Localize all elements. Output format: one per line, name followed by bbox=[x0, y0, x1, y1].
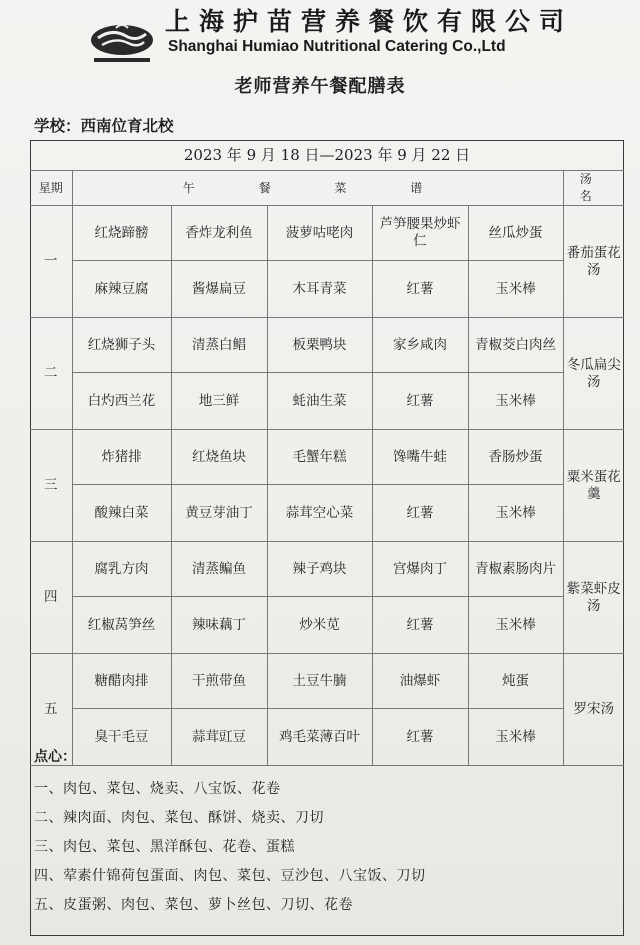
dish-cell: 清蒸鳊鱼 bbox=[171, 542, 267, 597]
table-row bbox=[30, 373, 624, 430]
list-item: 五、皮蛋粥、肉包、菜包、萝卜丝包、刀切、花卷 bbox=[34, 897, 353, 913]
dish-cell: 丝瓜炒蛋 bbox=[468, 206, 563, 261]
dish-cell: 木耳青菜 bbox=[267, 261, 372, 318]
dish-cell: 蒜茸豇豆 bbox=[171, 709, 267, 766]
dish-cell: 玉米棒 bbox=[468, 597, 563, 654]
dish-cell: 红烧蹄髈 bbox=[72, 206, 171, 261]
weekday-cell: 五 bbox=[30, 654, 72, 766]
dish-cell: 香炸龙利鱼 bbox=[171, 206, 267, 261]
document-title: 老师营养午餐配膳表 bbox=[234, 76, 406, 97]
column-header-soup: 汤 名 bbox=[563, 171, 624, 206]
weekday-cell: 四 bbox=[30, 542, 72, 654]
company-name-english: Shanghai Humiao Nutritional Catering Co.,Ltd bbox=[168, 38, 506, 55]
list-item: 三、肉包、菜包、黑洋酥包、花卷、蛋糕 bbox=[34, 839, 295, 855]
lunch-menu-table bbox=[30, 140, 624, 766]
dish-cell: 清蒸白鲳 bbox=[171, 318, 267, 373]
table-header-row bbox=[30, 171, 624, 206]
table-row bbox=[30, 485, 624, 542]
column-header-day: 星期 bbox=[30, 171, 72, 206]
dish-cell: 宫爆肉丁 bbox=[372, 542, 468, 597]
dish-cell: 馋嘴牛蛙 bbox=[372, 430, 468, 485]
soup-cell: 番茄蛋花汤 bbox=[563, 206, 624, 318]
column-header-menu: 午 餐 菜 谱 bbox=[72, 171, 563, 206]
dish-cell: 玉米棒 bbox=[468, 709, 563, 766]
dish-cell: 红薯 bbox=[372, 485, 468, 542]
snacks-section bbox=[34, 746, 620, 920]
dish-cell: 菠萝咕咾肉 bbox=[267, 206, 372, 261]
dish-cell: 腐乳方肉 bbox=[72, 542, 171, 597]
dish-cell: 蒜茸空心菜 bbox=[267, 485, 372, 542]
dish-cell: 酸辣白菜 bbox=[72, 485, 171, 542]
dish-cell: 毛蟹年糕 bbox=[267, 430, 372, 485]
soup-cell: 冬瓜扁尖汤 bbox=[563, 318, 624, 430]
dish-cell: 红薯 bbox=[372, 261, 468, 318]
dish-cell: 油爆虾 bbox=[372, 654, 468, 709]
dish-cell: 干煎带鱼 bbox=[171, 654, 267, 709]
dish-cell: 玉米棒 bbox=[468, 485, 563, 542]
dish-cell: 辣味藕丁 bbox=[171, 597, 267, 654]
list-item: 四、荤素什锦荷包蛋面、肉包、菜包、豆沙包、八宝饭、刀切 bbox=[34, 868, 426, 884]
dish-cell: 玉米棒 bbox=[468, 373, 563, 430]
weekday-cell: 三 bbox=[30, 430, 72, 542]
dish-cell: 臭干毛豆 bbox=[72, 709, 171, 766]
weekday-cell: 一 bbox=[30, 206, 72, 318]
school-name: 学校：西南位育北校 bbox=[34, 117, 174, 135]
table-row bbox=[30, 206, 624, 261]
dish-cell: 玉米棒 bbox=[468, 261, 563, 318]
dish-cell: 青椒茭白肉丝 bbox=[468, 318, 563, 373]
snacks-list bbox=[34, 775, 620, 920]
table-row bbox=[30, 430, 624, 485]
dish-cell: 青椒素肠肉片 bbox=[468, 542, 563, 597]
table-row bbox=[30, 261, 624, 318]
dish-cell: 糖醋肉排 bbox=[72, 654, 171, 709]
dish-cell: 黄豆芽油丁 bbox=[171, 485, 267, 542]
snacks-title: 点心： bbox=[34, 749, 76, 765]
soup-cell: 紫菜虾皮汤 bbox=[563, 542, 624, 654]
weekday-cell: 二 bbox=[30, 318, 72, 430]
dish-cell: 红烧鱼块 bbox=[171, 430, 267, 485]
company-name-chinese: 上海护苗营养餐饮有限公司 bbox=[165, 7, 574, 36]
date-range: 2023 年 9 月 18 日—2023 年 9 月 22 日 bbox=[30, 140, 624, 171]
table-row bbox=[30, 654, 624, 709]
dish-cell: 红薯 bbox=[372, 373, 468, 430]
soup-cell: 粟米蛋花羹 bbox=[563, 430, 624, 542]
dish-cell: 炸猪排 bbox=[72, 430, 171, 485]
dish-cell: 香肠炒蛋 bbox=[468, 430, 563, 485]
soup-cell: 罗宋汤 bbox=[563, 654, 624, 766]
dish-cell: 土豆牛腩 bbox=[267, 654, 372, 709]
list-item: 二、辣肉面、肉包、菜包、酥饼、烧卖、刀切 bbox=[34, 810, 324, 826]
table-row bbox=[30, 542, 624, 597]
dish-cell: 红椒莴笋丝 bbox=[72, 597, 171, 654]
dish-cell: 红薯 bbox=[372, 597, 468, 654]
dish-cell: 白灼西兰花 bbox=[72, 373, 171, 430]
dish-cell: 地三鲜 bbox=[171, 373, 267, 430]
list-item: 一、肉包、菜包、烧卖、八宝饭、花卷 bbox=[34, 781, 281, 797]
dish-cell: 红烧狮子头 bbox=[72, 318, 171, 373]
date-range-row bbox=[30, 140, 624, 171]
company-logo-icon bbox=[88, 18, 156, 66]
dish-cell: 炖蛋 bbox=[468, 654, 563, 709]
dish-cell: 鸡毛菜薄百叶 bbox=[267, 709, 372, 766]
table-row bbox=[30, 597, 624, 654]
dish-cell: 炒米苋 bbox=[267, 597, 372, 654]
dish-cell: 家乡咸肉 bbox=[372, 318, 468, 373]
dish-cell: 麻辣豆腐 bbox=[72, 261, 171, 318]
table-row bbox=[30, 318, 624, 373]
dish-cell: 酱爆扁豆 bbox=[171, 261, 267, 318]
dish-cell: 板栗鸭块 bbox=[267, 318, 372, 373]
dish-cell: 芦笋腰果炒虾仁 bbox=[372, 206, 468, 261]
dish-cell: 红薯 bbox=[372, 709, 468, 766]
dish-cell: 蚝油生菜 bbox=[267, 373, 372, 430]
dish-cell: 辣子鸡块 bbox=[267, 542, 372, 597]
